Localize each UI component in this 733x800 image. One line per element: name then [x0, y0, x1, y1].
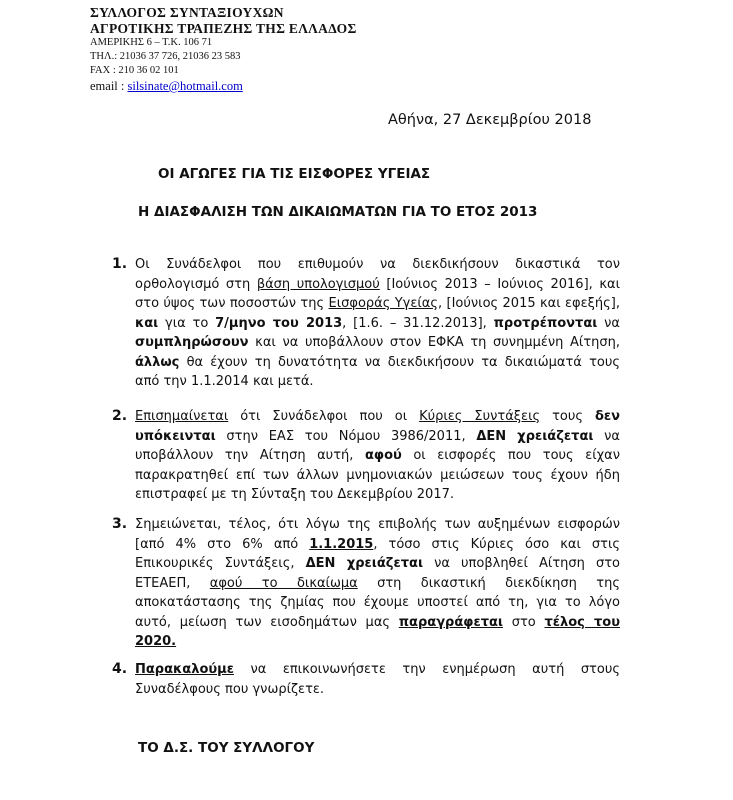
item-underlined: βάση υπολογισμού [256, 276, 380, 292]
item-text: να επικοινωνήσετε την ενημέρωση αυτή στους Συναδέλφους που γνωρίζετε. [135, 662, 620, 697]
item-bold: ΔΕΝ χρειάζεται [305, 556, 424, 571]
item-number: 1. [112, 256, 128, 272]
list-item-3 [112, 515, 620, 660]
item-bold: δεν υπόκεινται [135, 409, 621, 444]
item-underlined: Εισφοράς Υγείας [328, 296, 438, 311]
item-number: 2. [112, 408, 128, 424]
item-text: στο [503, 614, 545, 630]
item-underlined: Επισημαίνεται [135, 409, 229, 424]
item-text: να υποβάλλουν την Αίτηση αυτή, [135, 428, 620, 463]
item-number: 3. [112, 516, 128, 532]
item-bold-underlined: Παρακαλούμε [135, 662, 234, 677]
association-name-line2: ΑΓΡΟΤΙΚΗΣ ΤΡΑΠΕΖΗΣ ΤΗΣ ΕΛΛΑΔΟΣ [90, 21, 357, 36]
item-bold-underlined: τέλος του 2020. [135, 614, 620, 649]
letter-date: Αθήνα, 27 Δεκεμβρίου 2018 [388, 112, 592, 128]
item-text: Σημειώνεται, τέλος, ότι λόγω της επιβολής των αυξημένων εισφορών [από 4% στο 6% από [135, 517, 620, 552]
item-bold: αφού [364, 448, 402, 463]
item-bold: 7/μηνο του 2013 [215, 315, 343, 331]
phone: ΤΗΛ.: 21036 37 726, 21036 23 583 [90, 51, 241, 62]
item-bold-underlined: παραγράφεται [398, 614, 503, 630]
item-text: [Ιούνιος 2013 – Ιούνιος 2016], και στο ύψος των ποσοστών της [135, 276, 620, 311]
item-text: Οι Συνάδελφοι που επιθυμούν να διεκδικήσουν δικαστικά τον ορθολογισμό στη [135, 257, 620, 292]
email-link[interactable]: silsinate@hotmail.com [127, 79, 243, 93]
list-item-1 [112, 255, 620, 407]
numbered-list [112, 255, 620, 704]
item-bold: προτρέπονται [493, 315, 598, 331]
letterhead [90, 6, 357, 96]
item-text: θα έχουν τη δυνατότητα να διεκδικήσουν τα δικαιώματά τους από την 1.1.2014 και μετά. [135, 354, 620, 389]
email-line [90, 80, 357, 96]
item-text: οι εισφορές που τους είχαν παρακρατηθεί επί των άλλων μνημονιακών μειώσεων τους έχουν ήδη επιστραφεί με τη Σύνταξη του Δεκεμβρίου 2017. [135, 448, 620, 502]
list-item-4 [112, 660, 620, 704]
item-text: , [Ιούνιος 2015 και εφεξής], [438, 296, 620, 311]
item-underlined: αφού το δικαίωμα [209, 575, 358, 591]
item-bold: συμπληρώσουν [135, 335, 249, 350]
item-text: και να υποβάλλουν στον ΕΦΚΑ τη συνημμένη Αίτηση, [248, 335, 620, 350]
item-bold: ΔΕΝ χρειάζεται [476, 428, 594, 444]
item-text: για το [158, 315, 216, 331]
heading-subtitle: Η ΔΙΑΣΦΑΛΙΣΗ ΤΩΝ ΔΙΚΑΙΩΜΑΤΩΝ ΓΙΑ ΤΟ ΕΤΟΣ 2013 [138, 204, 538, 220]
item-text: ότι Συνάδελφοι που οι [228, 409, 420, 424]
item-text: να [597, 315, 620, 331]
item-text: , [1.6. – 31.12.2013], [342, 315, 494, 331]
item-bold-underlined: 1.1.2015 [309, 536, 374, 552]
item-text: να υποβληθεί Αίτηση στο ΕΤΕΑΕΠ, [135, 556, 620, 591]
fax: FAX : 210 36 02 101 [90, 65, 179, 76]
email-label: email : [90, 79, 128, 93]
item-number: 4. [112, 661, 128, 677]
association-name-line1: ΣΥΛΛΟΓΟΣ ΣΥΝΤΑΞΙΟΥΧΩΝ [90, 5, 284, 20]
signature: ΤΟ Δ.Σ. ΤΟΥ ΣΥΛΛΟΓΟΥ [138, 740, 315, 756]
address: ΑΜΕΡΙΚΗΣ 6 – Τ.Κ. 106 71 [90, 37, 213, 48]
item-text: στην ΕΑΣ του Νόμου 3986/2011, [215, 428, 477, 444]
item-underlined: Κύριες Συντάξεις [419, 409, 541, 424]
item-bold: άλλως [135, 354, 180, 370]
list-item-2 [112, 407, 620, 515]
item-bold: και [135, 315, 159, 331]
item-text: στη δικαστική διεκδίκηση της αποκατάστασης της ζημίας που έχουμε υποστεί από τη, για το λόγο αυτό, μείωση των εισοδημάτων μας [135, 575, 620, 630]
item-text: , τόσο στις Κύριες όσο και στις Επικουρικές Συντάξεις, [135, 536, 620, 571]
item-text: τους [540, 409, 595, 424]
heading-title: ΟΙ ΑΓΩΓΕΣ ΓΙΑ ΤΙΣ ΕΙΣΦΟΡΕΣ ΥΓΕΙΑΣ [158, 166, 431, 182]
